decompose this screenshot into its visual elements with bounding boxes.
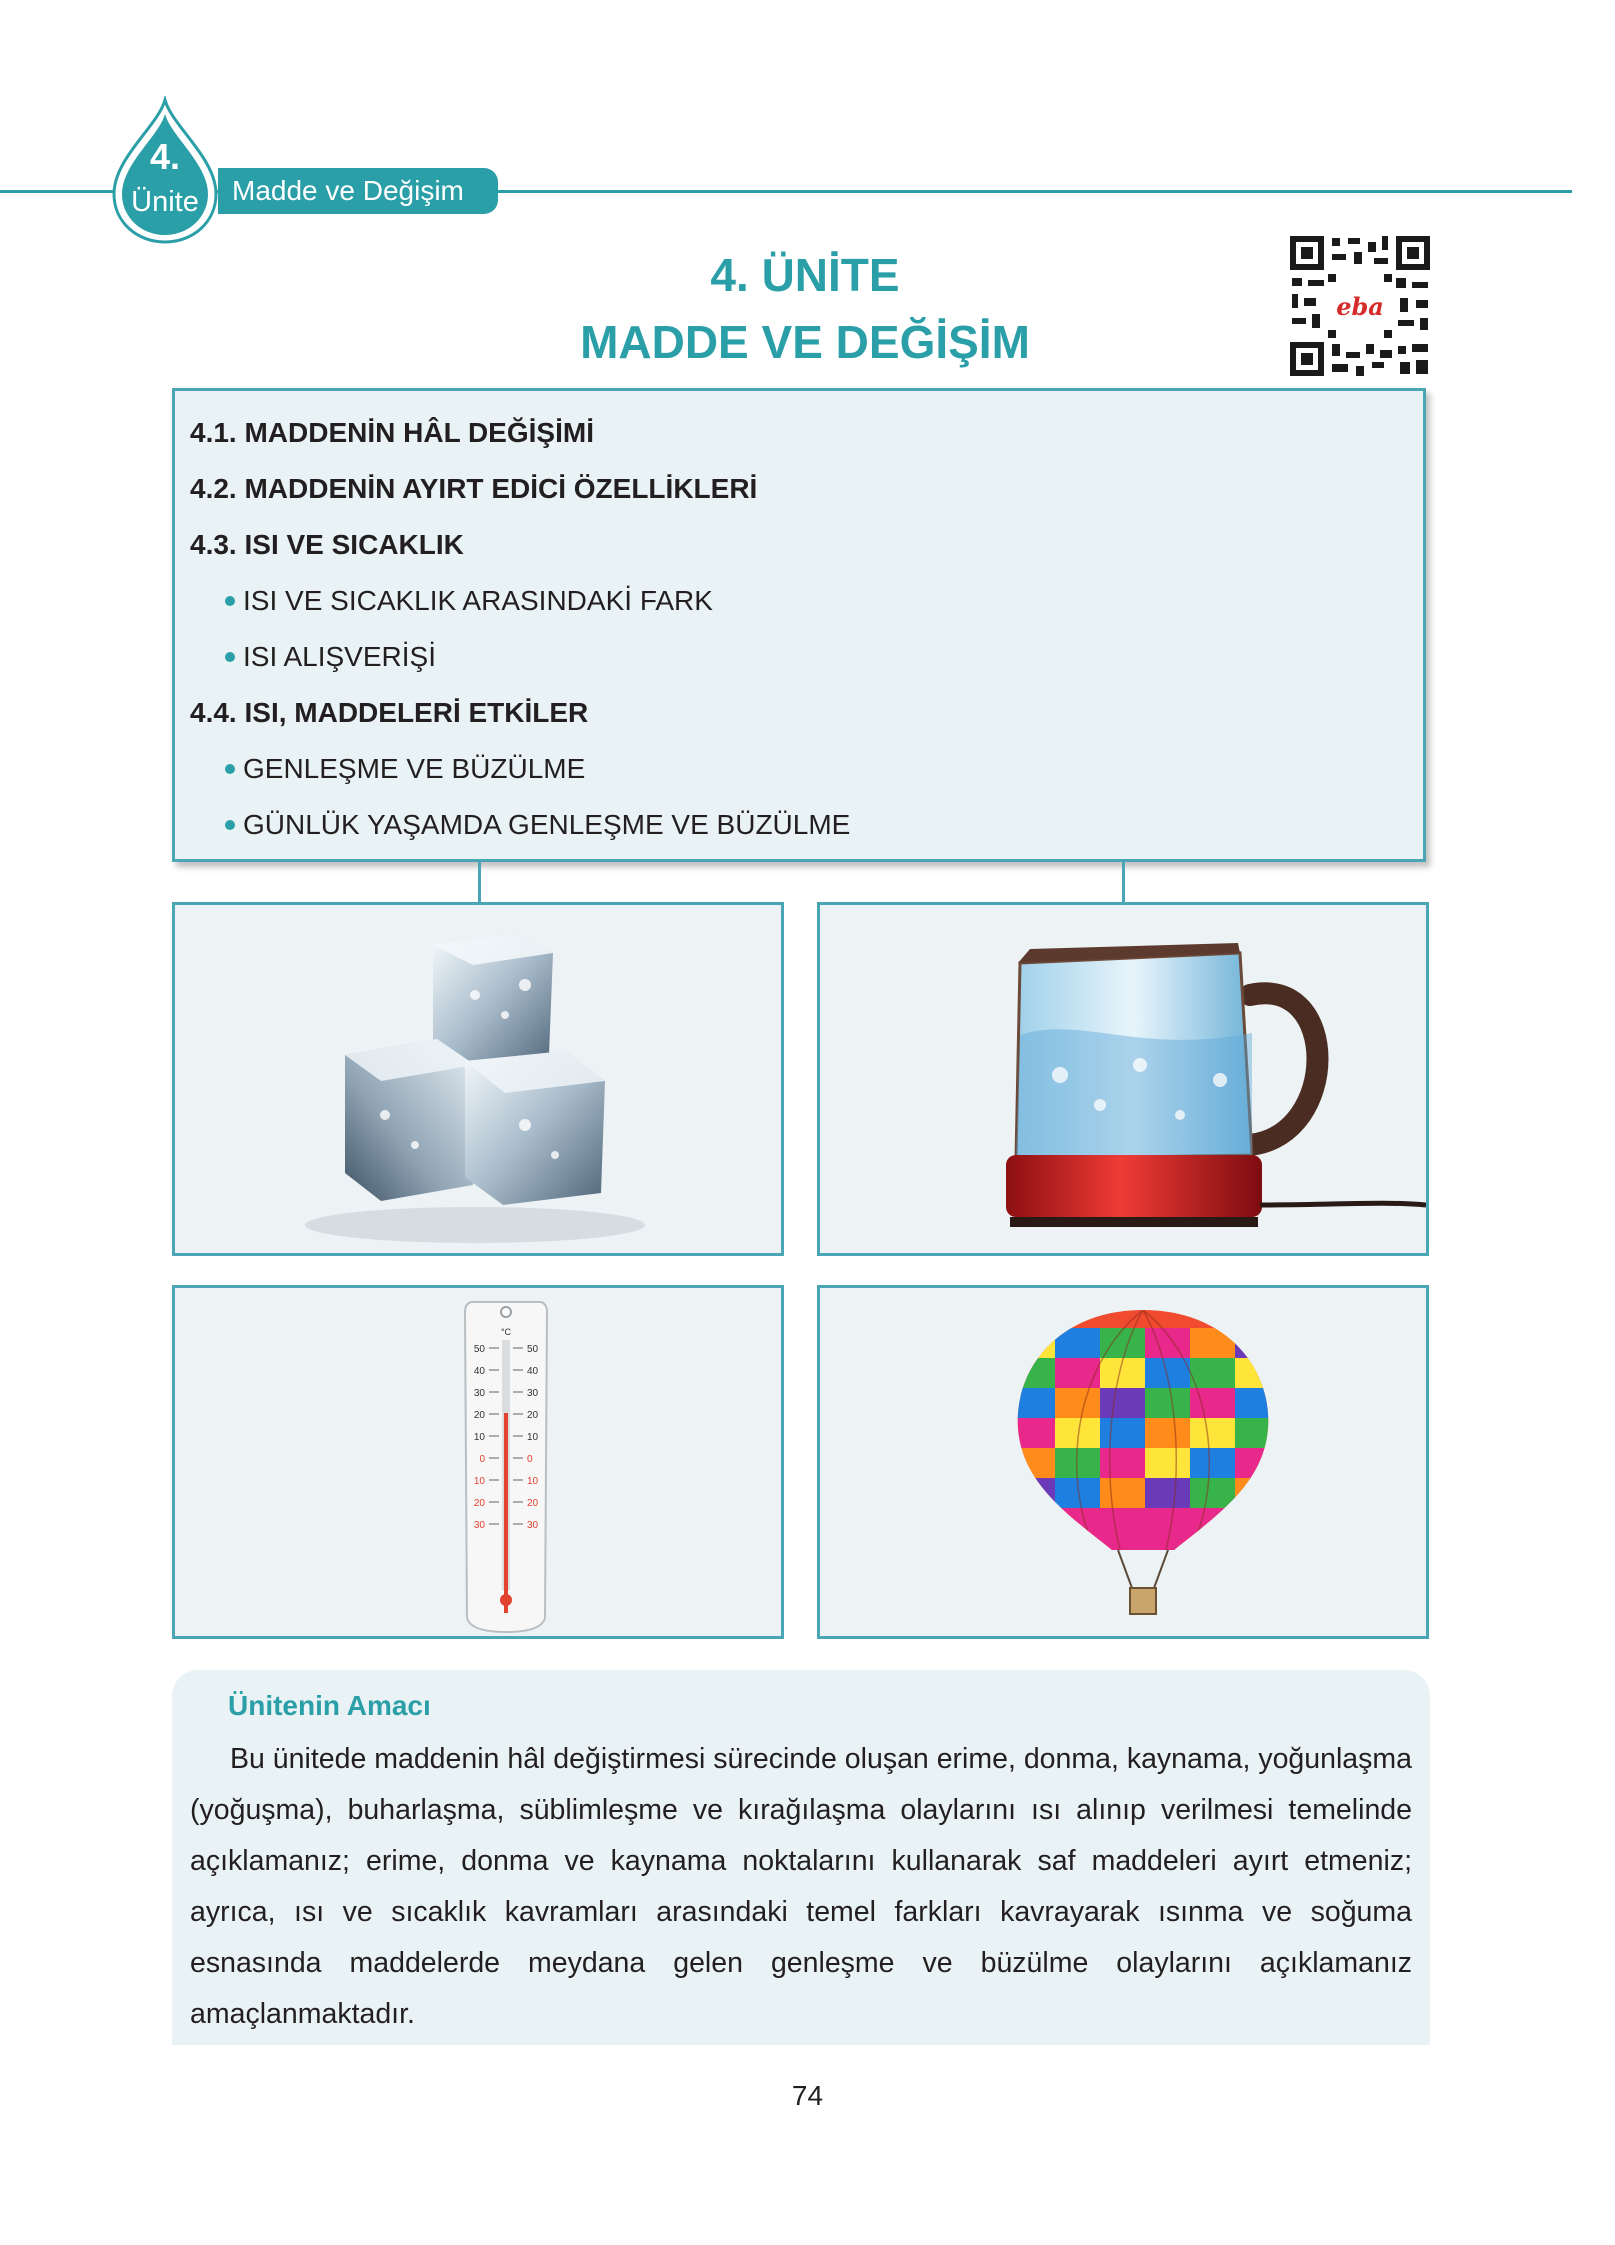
toc-item-4-3: 4.3. ISI VE SICAKLIK bbox=[190, 529, 464, 560]
ice-cubes-icon bbox=[175, 905, 781, 1253]
page-title-line2: MADDE VE DEĞİŞİM bbox=[580, 316, 1030, 368]
toc-subitem-label: GÜNLÜK YAŞAMDA GENLEŞME VE BÜZÜLME bbox=[243, 809, 851, 840]
aim-paragraph: Bu ünitede maddenin hâl değiştirmesi sürecinde oluşan erime, donma, kaynama, yoğunlaşma (yoğuşma), buharlaşma, süblimleşme ve kırağılaşma olaylarını ısı alınıp verilmesi temelinde açıklamanız; erime, donma ve kaynama noktalarını kullanarak saf maddeleri ayırt etmeniz; ayrıca, ısı ve sıcaklık kavramları arasındaki temel farkları kavrayarak ısınma ve soğuma esnasında maddelerde meydana gelen genleşme ve büzülme olaylarını açıklamanız amaçlanmaktadır. bbox=[190, 1743, 1412, 2030]
toc-subitem bbox=[225, 585, 713, 617]
unit-name-tab: Madde ve Değişim bbox=[218, 168, 498, 214]
hot-air-balloon-image bbox=[817, 1285, 1429, 1639]
scale-left: 10 bbox=[473, 1476, 485, 1487]
aim-heading: Ünitenin Amacı bbox=[228, 1690, 431, 1721]
bullet-icon bbox=[225, 652, 235, 662]
page-number: 74 bbox=[791, 2080, 824, 2111]
connector-line bbox=[478, 862, 481, 904]
ice-cubes-image bbox=[172, 902, 784, 1256]
unit-aim-box bbox=[172, 1670, 1430, 2045]
scale-right: 20 bbox=[527, 1410, 539, 1421]
toc-subitem-label: ISI ALIŞVERİŞİ bbox=[243, 641, 436, 672]
scale-left: 0 bbox=[479, 1454, 485, 1465]
scale-left: 20 bbox=[473, 1410, 485, 1421]
qr-code-icon[interactable] bbox=[1288, 234, 1432, 378]
scale-left: 30 bbox=[473, 1520, 485, 1531]
toc-item-4-1: 4.1. MADDENİN HÂL DEĞİŞİMİ bbox=[190, 417, 594, 448]
scale-right: 50 bbox=[527, 1344, 539, 1355]
scale-left: 50 bbox=[473, 1344, 485, 1355]
toc-subitem bbox=[225, 753, 585, 785]
connector-line bbox=[1122, 862, 1125, 904]
scale-right: 30 bbox=[527, 1520, 539, 1531]
scale-right: 0 bbox=[527, 1454, 533, 1465]
scale-right: 40 bbox=[527, 1366, 539, 1377]
bullet-icon bbox=[225, 820, 235, 830]
toc-subitem-label: GENLEŞME VE BÜZÜLME bbox=[243, 753, 586, 784]
scale-left: 40 bbox=[473, 1366, 485, 1377]
toc-subitem bbox=[225, 641, 436, 673]
page-title-line1: 4. ÜNİTE bbox=[710, 249, 900, 301]
scale-left: 20 bbox=[473, 1498, 485, 1509]
scale-right: 10 bbox=[527, 1432, 539, 1443]
electric-kettle-image bbox=[817, 902, 1429, 1256]
scale-left: 10 bbox=[473, 1432, 485, 1443]
balloon-icon bbox=[820, 1288, 1426, 1636]
qr-label: eba bbox=[1336, 292, 1384, 321]
scale-right: 10 bbox=[527, 1476, 539, 1487]
scale-right: 30 bbox=[527, 1388, 539, 1399]
bullet-icon bbox=[225, 764, 235, 774]
bullet-icon bbox=[225, 596, 235, 606]
toc-subitem-label: ISI VE SICAKLIK ARASINDAKİ FARK bbox=[243, 585, 713, 616]
toc-subitem bbox=[225, 809, 850, 841]
toc-item-4-2: 4.2. MADDENİN AYIRT EDİCİ ÖZELLİKLERİ bbox=[190, 473, 758, 504]
kettle-icon bbox=[820, 905, 1426, 1253]
thermometer-icon bbox=[175, 1288, 781, 1636]
thermometer-image bbox=[172, 1285, 784, 1639]
toc-item-4-4: 4.4. ISI, MADDELERİ ETKİLER bbox=[190, 697, 589, 728]
scale-right: 20 bbox=[527, 1498, 539, 1509]
unit-word: Ünite bbox=[131, 186, 199, 218]
scale-left: 30 bbox=[473, 1388, 485, 1399]
contents-box bbox=[172, 388, 1426, 862]
unit-number: 4. bbox=[149, 136, 181, 177]
thermometer-unit: °C bbox=[500, 1327, 512, 1337]
